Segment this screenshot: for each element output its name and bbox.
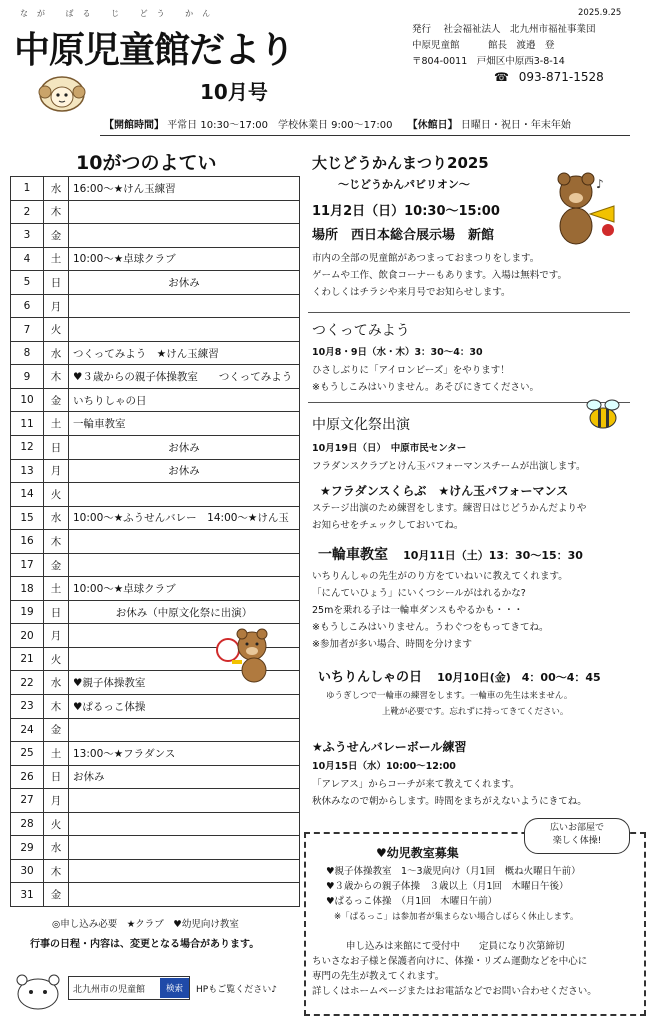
calendar-weekday: 月 — [44, 459, 69, 483]
calendar-row — [11, 271, 300, 295]
calendar-event: お休み — [69, 765, 300, 789]
calendar-day: 13 — [11, 459, 44, 483]
calendar-row — [11, 836, 300, 860]
youji-line: 詳しくはホームページまたはお電話などでお問い合わせください。 — [312, 986, 597, 997]
balloon-line: 「アレアス」からコーチが来て教えてくれます。 — [312, 779, 520, 790]
calendar-weekday: 水 — [44, 671, 69, 695]
tsukutte-line: ※もうしこみはいりません。あそびにきてください。 — [312, 382, 540, 393]
calendar-weekday: 土 — [44, 412, 69, 436]
calendar-weekday: 日 — [44, 765, 69, 789]
youji-apply: 申し込みは来館にて受付中 定員になり次第締切 — [346, 941, 565, 952]
calendar-event: 16:00～★けん玉練習 — [69, 177, 300, 201]
ichirin-line: 「にんていひょう」にいくつシールがはれるかな? — [312, 588, 526, 599]
calendar-event — [69, 224, 300, 248]
calendar-table — [10, 176, 300, 907]
calendar-event: ♥ぱるっこ体操 — [69, 695, 300, 719]
calendar-weekday: 木 — [44, 859, 69, 883]
youji-item: ♥３歳からの親子体操 ３歳以上（月1回 木曜日午後） — [326, 881, 569, 892]
youji-line: 専門の先生が教えてくれます。 — [312, 971, 445, 982]
calendar-day: 1 — [11, 177, 44, 201]
phone-icon: ☎ — [494, 70, 509, 84]
calendar-day: 26 — [11, 765, 44, 789]
calendar-weekday: 水 — [44, 341, 69, 365]
calendar-day: 5 — [11, 271, 44, 295]
ichirin-line: 25mを乗れる子は一輪車ダンスもやるかも・・・ — [312, 605, 524, 616]
tsukutte-title: つくってみよう — [312, 323, 410, 339]
calendar-note: 行事の日程・内容は、変更となる場合があります。 — [30, 939, 260, 950]
calendar-day: 22 — [11, 671, 44, 695]
balloon-date: 10月15日（水）10:00～12:00 — [312, 761, 456, 772]
calendar-row — [11, 812, 300, 836]
phone-line — [494, 70, 604, 84]
calendar-day: 15 — [11, 506, 44, 530]
balloon-text — [312, 776, 587, 810]
bee-icon — [580, 394, 626, 434]
bunkasai-sub: ★フラダンスくらぶ ★けん玉パフォーマンス — [320, 484, 569, 498]
calendar-row — [11, 789, 300, 813]
festival-place: 場所 西日本総合展示場 新館 — [312, 228, 495, 243]
calendar-weekday: 水 — [44, 506, 69, 530]
calendar-event — [69, 836, 300, 860]
calendar-event — [69, 200, 300, 224]
title-ruby: なが ばる じ どう かん — [20, 9, 220, 18]
header-divider — [100, 135, 630, 136]
calendar-row — [11, 365, 300, 389]
calendar-weekday: 金 — [44, 388, 69, 412]
bubble-line: 広いお部屋で — [549, 823, 604, 833]
calendar-event: 13:00～★フラダンス — [69, 742, 300, 766]
ichirin-line: ※参加者が多い場合、時間を分けます — [312, 639, 472, 650]
bunkasai-title: 中原文化祭出演 — [312, 417, 410, 433]
newsletter-title: 中原児童館だより — [14, 30, 295, 71]
calendar-weekday: 木 — [44, 365, 69, 389]
festival-title: 大じどうかんまつり2025 — [312, 154, 489, 172]
calendar-event: いちりしゃの日 — [69, 388, 300, 412]
calendar-row — [11, 483, 300, 507]
calendar-day: 21 — [11, 647, 44, 671]
calendar-day: 30 — [11, 859, 44, 883]
calendar-day: 8 — [11, 341, 44, 365]
ichirin-day-line: 上靴が必要です。忘れずに持ってきてください。 — [382, 707, 569, 717]
calendar-row — [11, 718, 300, 742]
link-text: 北九州市の児童館 — [73, 984, 146, 995]
hours-text: 平常日 10:30～17:00 学校休業日 9:00～17:00 — [167, 120, 393, 131]
calendar-row — [11, 695, 300, 719]
calendar-row — [11, 247, 300, 271]
calendar-day: 12 — [11, 436, 44, 460]
calendar-row — [11, 388, 300, 412]
calendar-row — [11, 577, 300, 601]
calendar-weekday: 日 — [44, 271, 69, 295]
ichirin-header — [318, 544, 583, 564]
issue-date: 2025.9.25 — [578, 8, 622, 18]
calendar-event — [69, 812, 300, 836]
calendar-row — [11, 294, 300, 318]
ichirin-date: 10月11日（土）13：30～15：30 — [403, 549, 583, 562]
bear-trumpet-icon — [544, 170, 624, 250]
calendar-row — [11, 506, 300, 530]
calendar-event: 10:00～★卓球クラブ — [69, 577, 300, 601]
calendar-row — [11, 530, 300, 554]
calendar-weekday: 金 — [44, 224, 69, 248]
divider — [308, 312, 630, 313]
calendar-weekday: 日 — [44, 436, 69, 460]
bunkasai-line: ステージ出演のため練習をします。練習日はじどうかんだよりや — [312, 503, 587, 514]
svg-text:♪: ♪ — [596, 177, 604, 191]
ichirin-line: ※もうしこみはいりません。うわぐつをもってきてね。 — [312, 622, 549, 633]
calendar-day: 18 — [11, 577, 44, 601]
calendar-weekday: 木 — [44, 200, 69, 224]
calendar-row — [11, 224, 300, 248]
calendar-day: 24 — [11, 718, 44, 742]
calendar-weekday: 木 — [44, 530, 69, 554]
calendar-row — [11, 200, 300, 224]
closed-text: 日曜日・祝日・年末年始 — [460, 120, 571, 131]
calendar-day: 17 — [11, 553, 44, 577]
youji-line: ちいさなお子様と保護者向けに、体操・リズム運動などを中心に — [312, 956, 588, 967]
calendar-weekday: 木 — [44, 695, 69, 719]
calendar-row — [11, 459, 300, 483]
bunkasai-line: フラダンスクラブとけん玉パフォーマンスチームが出演します。 — [312, 461, 586, 472]
hp-text: HPもご覧ください♪ — [196, 985, 277, 995]
calendar-event: つくってみよう ★けん玉練習 — [69, 341, 300, 365]
calendar-weekday: 土 — [44, 742, 69, 766]
festival-subtitle: ～じどうかんパビリオン～ — [338, 178, 470, 191]
calendar-day: 19 — [11, 600, 44, 624]
bunkasai-text — [312, 500, 586, 534]
ichirin-day-line: ゆうぎしつで一輪車の練習をします。一輪車の先生は来ません。 — [326, 691, 573, 701]
youji-item: ♥親子体操教室 1～3歳児向け（月1回 概ね火曜日午前） — [326, 866, 581, 877]
calendar-weekday: 土 — [44, 247, 69, 271]
calendar-row — [11, 436, 300, 460]
address-line: 〒804-0011 戸畑区中原西3-8-14 — [412, 56, 565, 67]
calendar-weekday: 火 — [44, 483, 69, 507]
closed-label: 【休館日】 — [407, 120, 458, 131]
calendar-event — [69, 294, 300, 318]
ichirin-title: 一輪車教室 — [318, 547, 388, 563]
search-button[interactable]: 検索 — [160, 978, 189, 998]
calendar-event — [69, 789, 300, 813]
calendar-event: お休み — [69, 459, 300, 483]
calendar-row — [11, 600, 300, 624]
calendar-day: 20 — [11, 624, 44, 648]
calendar-row — [11, 177, 300, 201]
calendar-event: ♥３歳からの親子体操教室 つくってみよう — [69, 365, 300, 389]
calendar-day: 28 — [11, 812, 44, 836]
calendar-weekday: 火 — [44, 318, 69, 342]
mascot-icon — [10, 970, 66, 1012]
balloon-title: ★ふうせんバレーボール練習 — [312, 740, 467, 754]
calendar-weekday: 月 — [44, 789, 69, 813]
calendar-event: 一輪車教室 — [69, 412, 300, 436]
calendar-day: 3 — [11, 224, 44, 248]
calendar-weekday: 金 — [44, 553, 69, 577]
calendar-row — [11, 412, 300, 436]
bunkasai-line: お知らせをチェックしておいてね。 — [312, 520, 464, 531]
issue-label: 10月号 — [200, 80, 268, 104]
ichirin-day-header — [318, 666, 601, 685]
calendar-event: お休み — [69, 271, 300, 295]
calendar-day: 2 — [11, 200, 44, 224]
opening-hours — [104, 116, 571, 131]
calendar-weekday: 月 — [44, 294, 69, 318]
youji-items — [326, 864, 581, 909]
bubble-line: 楽しく体操! — [552, 836, 602, 846]
calendar-event: ♥親子体操教室 — [69, 671, 300, 695]
calendar-weekday: 金 — [44, 718, 69, 742]
festival-date: 11月2日（日）10:30～15:00 — [312, 204, 500, 219]
calendar-event — [69, 530, 300, 554]
festival-text — [312, 250, 567, 301]
calendar-weekday: 土 — [44, 577, 69, 601]
youji-remark: ※「ぱるっこ」は参加者が集まらない場合しばらく休止します。 — [334, 912, 579, 922]
tsukutte-date: 10月8・9日（水・木）3：30～4：30 — [312, 347, 483, 358]
calendar-event: お休み — [69, 436, 300, 460]
calendar-row — [11, 318, 300, 342]
calendar-day: 31 — [11, 883, 44, 907]
ichirin-day-date: 10月10日(金) 4：00～4：45 — [437, 671, 601, 684]
calendar-day: 11 — [11, 412, 44, 436]
calendar-weekday: 月 — [44, 624, 69, 648]
calendar-day: 6 — [11, 294, 44, 318]
calendar-event — [69, 483, 300, 507]
calendar-event — [69, 318, 300, 342]
calendar-day: 14 — [11, 483, 44, 507]
festival-line: くわしくはチラシや来月号でお知らせします。 — [312, 287, 511, 298]
tsukutte-text — [312, 362, 539, 396]
youji-text — [312, 954, 597, 999]
calendar-day: 10 — [11, 388, 44, 412]
calendar-day: 27 — [11, 789, 44, 813]
publisher-line: 発行 社会福祉法人 北九州市福祉事業団 — [412, 24, 596, 35]
calendar-title: 10がつのよてい — [76, 152, 217, 174]
bear-icon — [206, 624, 276, 684]
youji-title: ♥幼児教室募集 — [376, 846, 459, 860]
calendar-day: 4 — [11, 247, 44, 271]
calendar-event — [69, 718, 300, 742]
phone-number: 093-871-1528 — [518, 70, 604, 84]
festival-line: ゲームや工作、飲食コーナーもあります。入場は無料です。 — [312, 270, 567, 281]
youji-item: ♥ぱるっこ体操 （月1回 木曜日午前） — [326, 896, 498, 907]
calendar-row — [11, 883, 300, 907]
calendar-row — [11, 341, 300, 365]
calendar-event: お休み（中原文化祭に出演） — [69, 600, 300, 624]
calendar-weekday: 火 — [44, 647, 69, 671]
calendar-row — [11, 553, 300, 577]
publisher-info — [412, 22, 596, 70]
ichirin-day-title: いちりんしゃの日 — [318, 670, 423, 685]
calendar-weekday: 水 — [44, 836, 69, 860]
bunkasai-date: 10月19日（日） 中原市民センター — [312, 443, 467, 454]
bubble-note — [524, 818, 630, 854]
ichirin-day-text — [326, 688, 572, 720]
calendar-weekday: 日 — [44, 600, 69, 624]
calendar-day: 25 — [11, 742, 44, 766]
hours-label: 【開館時間】 — [104, 120, 164, 131]
homepage-link[interactable] — [68, 976, 190, 1000]
ichirin-text — [312, 568, 568, 653]
director-line: 中原児童館 館長 渡邉 登 — [412, 40, 555, 51]
calendar-row — [11, 765, 300, 789]
calendar-weekday: 水 — [44, 177, 69, 201]
calendar-event — [69, 859, 300, 883]
calendar-day: 7 — [11, 318, 44, 342]
calendar-day: 23 — [11, 695, 44, 719]
calendar-weekday: 金 — [44, 883, 69, 907]
festival-line: 市内の全部の児童館があつまっておまつりをします。 — [312, 253, 540, 264]
calendar-event: 10:00～★卓球クラブ — [69, 247, 300, 271]
calendar-row — [11, 859, 300, 883]
calendar-day: 16 — [11, 530, 44, 554]
sheep-icon — [36, 70, 88, 114]
calendar-legend: ◎申し込み必要 ★クラブ ♥幼児向け教室 — [52, 919, 239, 930]
calendar-event — [69, 883, 300, 907]
tsukutte-line: ひさしぶりに「アイロンビーズ」をやります！ — [312, 365, 510, 376]
calendar-event: 10:00～★ふうせんバレー 14:00～★けん玉 — [69, 506, 300, 530]
calendar-day: 29 — [11, 836, 44, 860]
balloon-line: 秋休みなので朝からします。時間をまちがえないようにきてね。 — [312, 796, 587, 807]
calendar-day: 9 — [11, 365, 44, 389]
ichirin-line: いちりんしゃの先生がのり方をていねいに教えてくれます。 — [312, 571, 568, 582]
calendar-row — [11, 742, 300, 766]
calendar-event — [69, 553, 300, 577]
calendar-weekday: 火 — [44, 812, 69, 836]
